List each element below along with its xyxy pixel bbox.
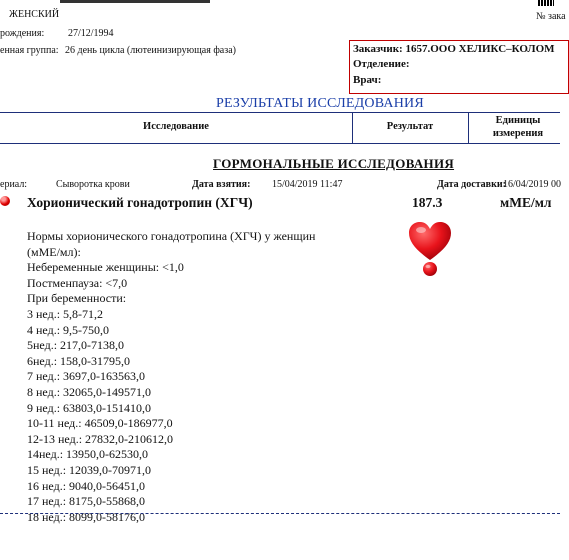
header-units-line1: Единицы — [495, 115, 541, 126]
norm-line: При беременности: — [27, 291, 127, 306]
material-value: Сыворотка крови — [56, 179, 130, 190]
norm-line: 9 нед.: 63803,0-151410,0 — [27, 400, 152, 415]
test-result: 187.3 — [412, 195, 443, 210]
taken-value: 15/04/2019 11:47 — [272, 179, 343, 190]
barcode-fragment — [538, 0, 554, 6]
delivery-label: Дата доставки: — [437, 179, 506, 190]
norm-line: 5нед.: 217,0-7138,0 — [27, 338, 125, 353]
delivery-value: 16/04/2019 00 — [503, 179, 562, 190]
norm-line: 4 нед.: 9,5-750,0 — [27, 322, 110, 337]
norm-line: 15 нед.: 12039,0-70971,0 — [27, 462, 152, 477]
customer-line: Заказчик: 1657.ООО ХЕЛИКС–КОЛОМ — [353, 43, 555, 55]
section-title: ГОРМОНАЛЬНЫЕ ИССЛЕДОВАНИЯ — [213, 156, 455, 171]
top-cutoff-strip — [60, 0, 210, 3]
birth-value: 27/12/1994 — [68, 28, 114, 39]
order-number-fragment: № зака — [536, 11, 566, 22]
material-label: ериал: — [0, 179, 28, 190]
birth-label: рождения: — [0, 28, 45, 39]
norm-line: (мМЕ/мл): — [27, 244, 81, 259]
bottom-dashed-divider — [0, 513, 560, 514]
norm-line: Нормы хорионического гонадотропина (ХГЧ) у женщин — [27, 229, 316, 243]
group-label: енная группа: — [0, 45, 59, 56]
norm-line: 16 нед.: 9040,0-56451,0 — [27, 478, 146, 493]
department-label: Отделение: — [353, 58, 410, 70]
norm-line: 12-13 нед.: 27832,0-210612,0 — [27, 431, 174, 446]
header-study: Исследование — [143, 121, 209, 132]
patient-sex: ЖЕНСКИЙ — [9, 9, 60, 20]
norm-line: 10-11 нед.: 46509,0-186977,0 — [27, 416, 173, 431]
norm-line: Небеременные женщины: <1,0 — [27, 260, 184, 275]
results-title: РЕЗУЛЬТАТЫ ИССЛЕДОВАНИЯ — [216, 96, 424, 111]
group-value: 26 день цикла (лютеинизирующая фаза) — [65, 45, 236, 56]
norm-line: Постменпауза: <7,0 — [27, 275, 128, 290]
norm-line: 8 нед.: 32065,0-149571,0 — [27, 384, 152, 399]
test-units: мМЕ/мл — [500, 195, 552, 210]
norm-line: 18 нед.: 8099,0-58176,0 — [27, 509, 146, 524]
heart-exclamation-icon — [406, 220, 454, 278]
norms-list — [27, 229, 315, 525]
doctor-label: Врач: — [353, 74, 382, 86]
taken-label: Дата взятия: — [192, 179, 251, 190]
header-result: Результат — [386, 121, 434, 132]
test-name: Хорионический гонадотропин (ХГЧ) — [27, 195, 253, 210]
header-units-line2: измерения — [492, 128, 544, 139]
red-dot-icon — [0, 196, 10, 206]
norm-line: 3 нед.: 5,8-71,2 — [27, 306, 104, 321]
norm-line: 7 нед.: 3697,0-163563,0 — [27, 369, 146, 384]
norm-line: 14нед.: 13950,0-62530,0 — [27, 447, 149, 462]
norm-line: 6нед.: 158,0-31795,0 — [27, 353, 131, 368]
norm-line: 17 нед.: 8175,0-55868,0 — [27, 494, 146, 509]
